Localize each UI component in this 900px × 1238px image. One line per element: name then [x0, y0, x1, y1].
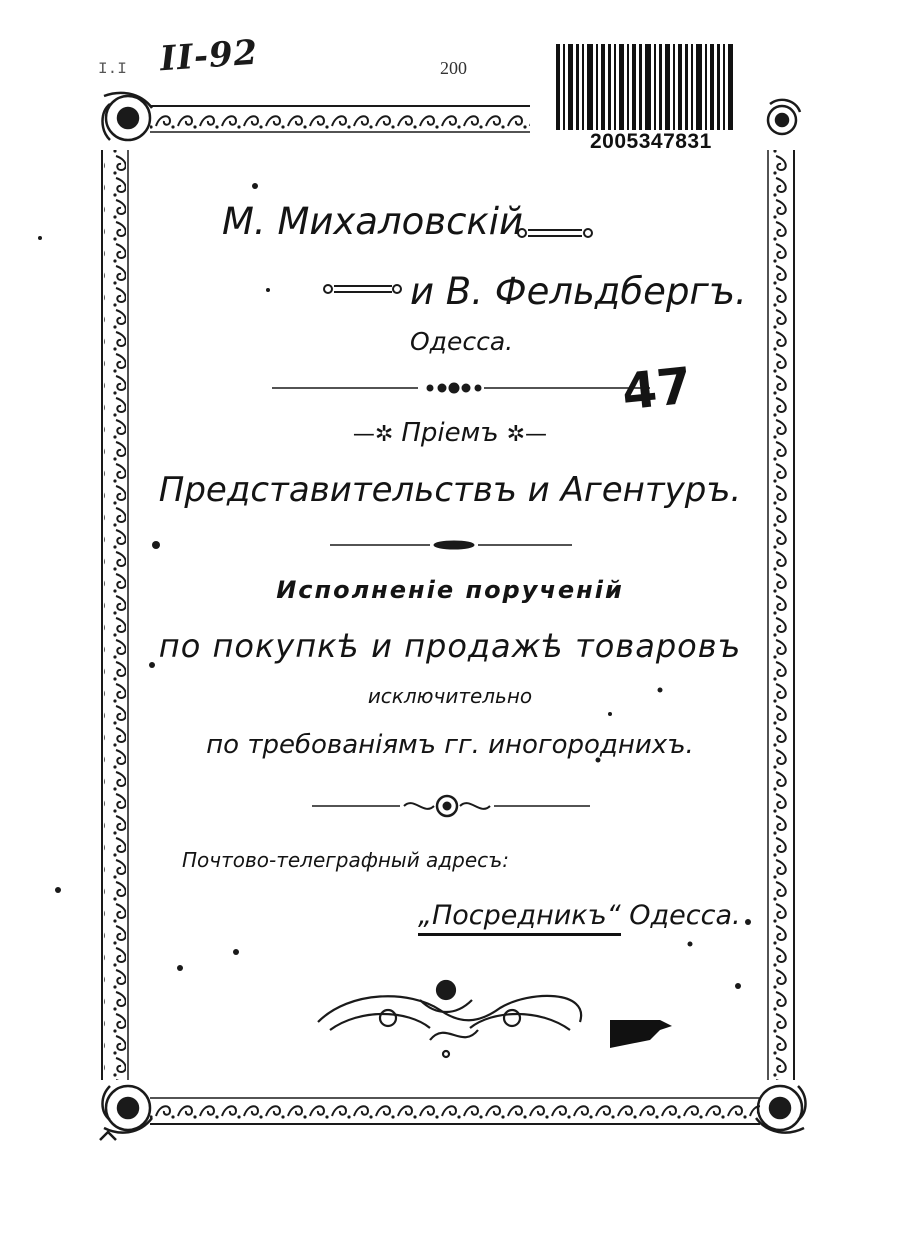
- representation-heading: Представительствъ и Агентуръ.: [158, 470, 742, 510]
- requests-line: по требованіямъ гг. иногороднихъ.: [206, 730, 694, 760]
- reception-heading: [0, 418, 900, 448]
- corner-ornament-top-left: [103, 93, 153, 140]
- execution-heading: Исполненіе порученій: [276, 576, 624, 604]
- city-name: Одесса.: [410, 327, 514, 356]
- scan-corner-tick: I.I: [98, 60, 127, 78]
- flourish-author-1: [518, 229, 592, 237]
- corner-ornament-bottom-left: [100, 1086, 152, 1140]
- divider-rule-3: [312, 796, 590, 816]
- corner-ornament-top-right: [768, 100, 800, 134]
- barcode: [556, 40, 736, 138]
- postal-address-city: Одесса.: [629, 900, 741, 931]
- divider-rule-1: [272, 383, 650, 393]
- author-line-1: М. Михаловскій: [222, 200, 524, 243]
- divider-rule-2: [330, 541, 572, 549]
- postal-address-name: „Посредникъ“: [418, 900, 621, 936]
- page-number: 200: [440, 58, 467, 78]
- postal-address: [418, 900, 741, 931]
- dash-star-left: —✲: [352, 422, 394, 447]
- author-line-2: и В. Фельдбергъ.: [410, 270, 747, 313]
- barcode-number: 2005347831: [590, 130, 712, 153]
- scan-tab-mark: [610, 1020, 672, 1048]
- flourish-author-2: [324, 285, 401, 293]
- reception-text: Пріемъ: [401, 418, 499, 448]
- handwritten-number: 47: [619, 356, 695, 422]
- corner-ornament-bottom-right: [756, 1086, 806, 1133]
- postal-address-label: Почтово-телеграфный адресъ:: [182, 848, 509, 872]
- bottom-flourish-ornament: [318, 981, 581, 1057]
- dash-star-right: ✲—: [506, 422, 548, 447]
- handwritten-archive-mark: II-92: [158, 32, 260, 80]
- purchase-sale-line: по покупкѣ и продажѣ товаровъ: [158, 627, 742, 665]
- exclusively-line: исключительно: [367, 684, 533, 708]
